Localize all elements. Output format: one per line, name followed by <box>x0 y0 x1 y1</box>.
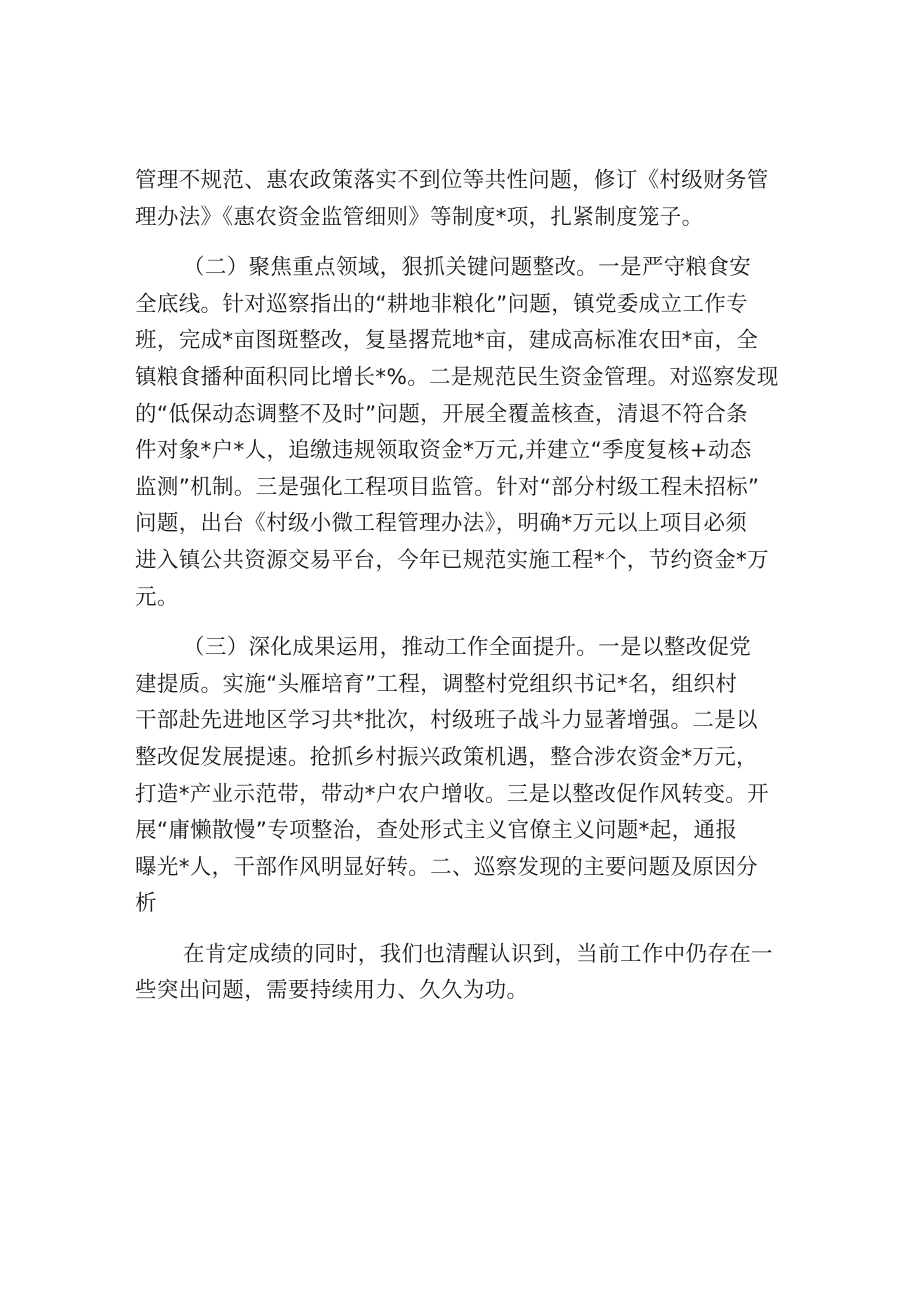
document-body <box>135 163 795 1010</box>
text-line: 干部赴先进地区学习共*批次，村级班子战斗力显著增强。二是以 <box>135 708 758 734</box>
text-line: 建提质。实施“头雁培育”工程，调整村党组织书记*名，组织村 <box>135 671 738 697</box>
paragraph-gap <box>135 616 795 630</box>
text-line: 的“低保动态调整不及时”问题，开展全覆盖核查，清退不符合条 <box>135 401 748 427</box>
text-line: 班，完成*亩图斑整改，复垦撂荒地*亩，建成高标准农田*亩，全 <box>135 328 759 354</box>
text-line: 监测”机制。三是强化工程项目监管。针对“部分村级工程未招标” <box>135 474 760 500</box>
text-line: 元。 <box>135 584 179 610</box>
text-line: 件对象*户*人，追缴违规领取资金*万元,并建立“季度复核+动态 <box>135 438 752 464</box>
text-line: 问题，出台《村级小微工程管理办法》，明确*万元以上项目必须 <box>135 511 748 537</box>
text-line: （三）深化成果运用，推动工作全面提升。一是以整改促党 <box>183 635 752 661</box>
text-line: 管理不规范、惠农政策落实不到位等共性问题，修订《村级财务管 <box>135 168 769 193</box>
text-line: 展“庸懒散慢”专项整治，查处形式主义官僚主义问题*起，通报 <box>135 818 738 844</box>
text-line: 整改促发展提速。抢抓乡村振兴政策机遇，整合涉农资金*万元， <box>135 744 758 770</box>
text-line: 理办法》《惠农资金监管细则》等制度*项，扎紧制度笼子。 <box>135 204 704 230</box>
text-line: （二）聚焦重点领域，狠抓关键问题整改。一是严守粮食安 <box>183 255 752 281</box>
text-line: 全底线。针对巡察指出的“耕地非粮化”问题，镇党委成立工作专 <box>135 291 748 317</box>
text-line: 些突出问题，需要持续用力、久久为功。 <box>135 978 529 1004</box>
text-line: 打造*产业示范带，带动*户农户增收。三是以整改促作风转变。开 <box>135 781 770 807</box>
text-line: 析 <box>135 891 157 917</box>
paragraph-gap <box>135 923 795 937</box>
text-line: 进入镇公共资源交易平台，今年已规范实施工程*个，节约资金*万 <box>135 547 770 573</box>
text-line: 曝光*人，干部作风明显好转。二、巡察发现的主要问题及原因分 <box>135 854 758 880</box>
paragraph-gap <box>135 236 795 250</box>
text-line: 在肯定成绩的同时，我们也清醒认识到，当前工作中仍存在一 <box>183 941 773 967</box>
text-line: 镇粮食播种面积同比增长*%。二是规范民生资金管理。对巡察发现 <box>135 364 779 390</box>
